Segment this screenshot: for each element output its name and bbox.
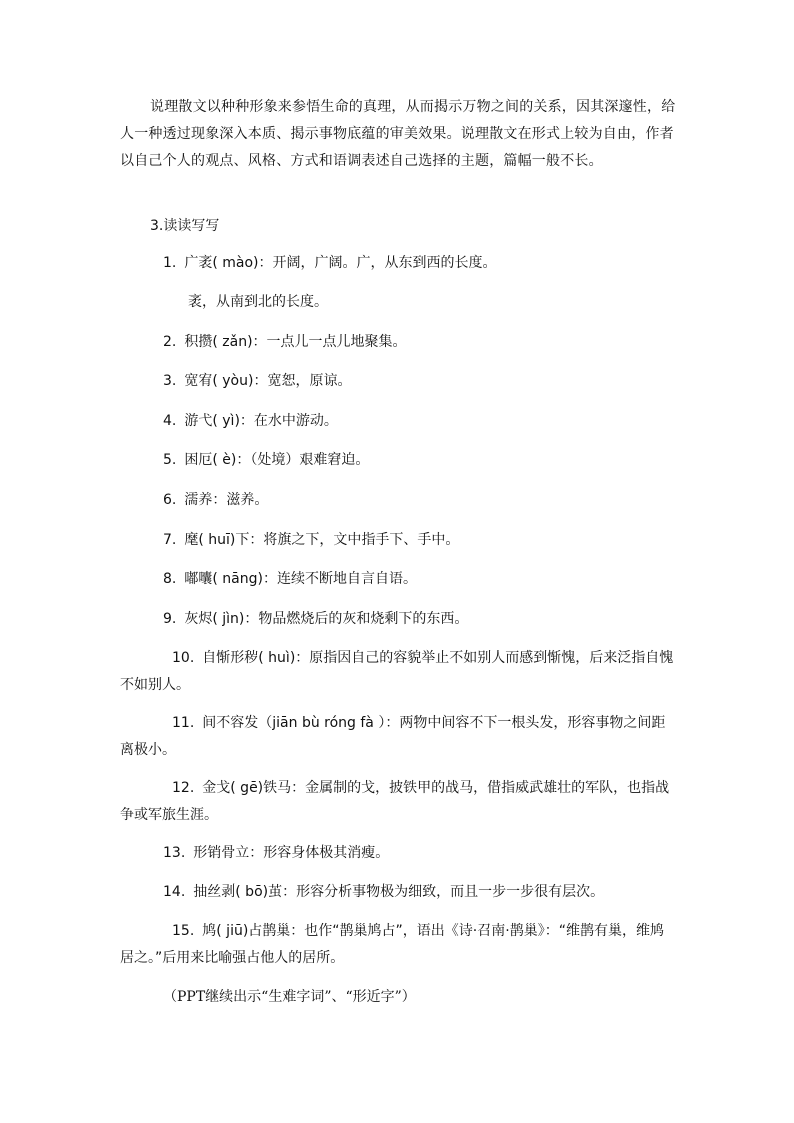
- item-number: 11.: [172, 715, 195, 731]
- item-text: 宽宥( yòu)：宽恕，原谅。: [184, 373, 352, 389]
- item-number: 6.: [163, 492, 177, 508]
- item-number: 3.: [163, 373, 177, 389]
- vocab-item-12: [120, 775, 676, 829]
- vocab-item-8: [163, 566, 417, 593]
- item-text: 嘟囔( nāng)：连续不断地自言自语。: [184, 571, 417, 587]
- vocab-item-3: [163, 368, 351, 395]
- item-number: 15.: [172, 923, 195, 939]
- vocab-item-2: [163, 329, 407, 356]
- item-number: 10.: [172, 650, 195, 666]
- vocab-item-7: [163, 527, 459, 554]
- intro-paragraph: 说理散文以种种形象来参悟生命的真理，从而揭示万物之间的关系，因其深邃性，给人一种透过现象深入本质、揭示事物底蕴的审美效果。说理散文在形式上较为自由，作者以自己个人的观点、风格、方式和语调表述自己选择的主题，篇幅一般不长。: [120, 99, 676, 169]
- item-number: 12.: [172, 780, 195, 796]
- item-text: 抽丝剥( bō)茧：形容分析事物极为细致，而且一步一步很有层次。: [193, 884, 605, 900]
- item-number: 8.: [163, 571, 177, 587]
- item-text: 形销骨立：形容身体极其消瘦。: [193, 845, 390, 861]
- item-text: 灰烬( jìn)：物品燃烧后的灰和烧剩下的东西。: [184, 611, 469, 627]
- item-text: 自惭形秽( huì)：原指因自己的容貌举止不如别人而感到惭愧，后来泛指自愧不如别人。: [120, 650, 674, 693]
- item-text: 广袤( mào)：开阔，广阔。广，从东到西的长度。: [184, 255, 497, 271]
- item-number: 13.: [163, 845, 186, 861]
- vocab-item-1-continuation: 袤，从南到北的长度。: [188, 294, 328, 310]
- item-text: 游弋( yì)：在水中游动。: [184, 413, 338, 429]
- item-number: 5.: [163, 452, 177, 468]
- item-number: 1.: [163, 255, 177, 271]
- item-text: 金戈( gē)铁马：金属制的戈，披铁甲的战马，借指威武雄壮的军队，也指战争或军旅生涯。: [120, 780, 670, 823]
- item-number: 2.: [163, 334, 177, 350]
- vocab-item-13: [163, 840, 389, 867]
- vocab-item-1: [163, 250, 497, 277]
- vocab-item-11: [120, 710, 676, 764]
- section-heading: 3.读读写写: [150, 218, 220, 234]
- vocab-item-15: [120, 918, 676, 972]
- item-text: 麾( huī)下：将旗之下，文中指手下、手中。: [184, 532, 460, 548]
- item-number: 4.: [163, 413, 177, 429]
- item-text: 鸠( jiū)占鹊巢：也作“鹊巢鸠占”，语出《诗·召南·鹊巢》：“维鹊有巢，维鸠居之。”后用来比喻强占他人的居所。: [120, 923, 664, 966]
- item-text: 濡养：滋养。: [184, 492, 269, 508]
- vocab-item-14: [163, 879, 604, 906]
- item-number: 9.: [163, 611, 177, 627]
- item-number: 7.: [163, 532, 177, 548]
- vocab-item-10: [120, 645, 676, 699]
- item-text: 积攒( zǎn)：一点儿一点儿地聚集。: [184, 334, 407, 350]
- vocab-item-9: [163, 606, 468, 633]
- item-text: 困厄( è)：（处境）艰难窘迫。: [184, 452, 370, 468]
- vocab-item-4: [163, 408, 338, 435]
- item-text: 间不容发（jiān bù róng fà ）：两物中间容不下一根头发，形容事物之间距离极小。: [120, 715, 666, 758]
- vocab-item-5: [163, 447, 369, 474]
- ppt-note: （PPT继续出示“生难字词”、“形近字”）: [163, 989, 416, 1005]
- item-number: 14.: [163, 884, 186, 900]
- vocab-item-6: [163, 487, 268, 514]
